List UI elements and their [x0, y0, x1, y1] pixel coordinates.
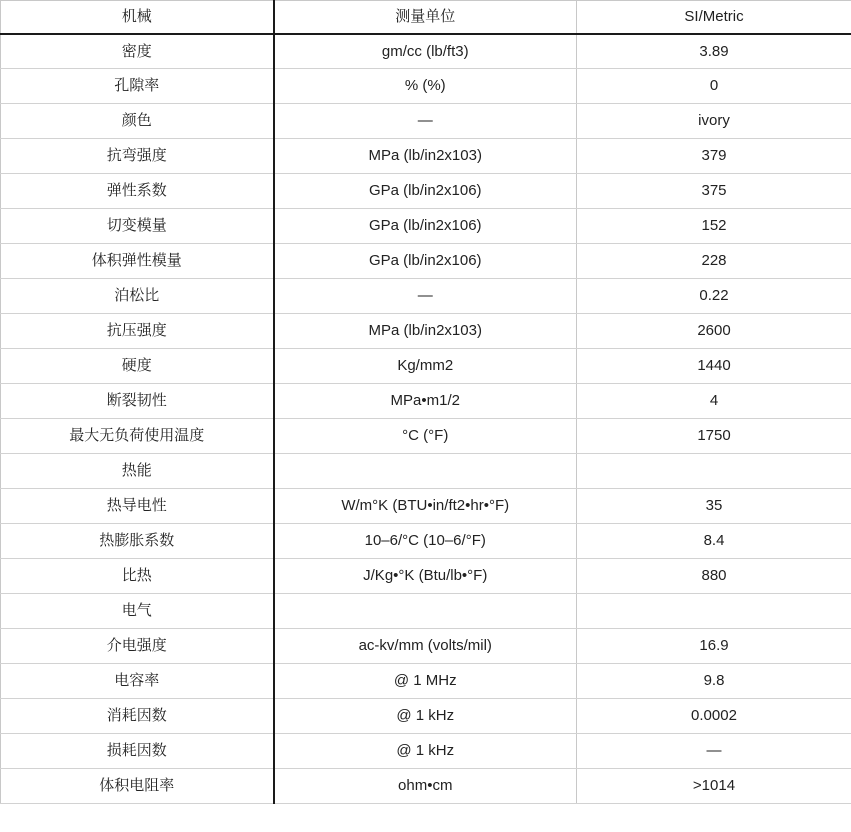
cell-property: 颜色 [1, 104, 274, 139]
table-row [1, 629, 851, 664]
cell-property: 断裂韧性 [1, 384, 274, 419]
cell-value: >1014 [577, 769, 851, 804]
cell-value: 35 [577, 489, 851, 524]
cell-property: 介电强度 [1, 629, 274, 664]
cell-value [577, 594, 851, 629]
cell-unit: J/Kg•°K (Btu/lb•°F) [274, 559, 577, 594]
cell-value: 0 [577, 69, 851, 104]
cell-value: 1750 [577, 419, 851, 454]
cell-section-title: 电气 [1, 594, 274, 629]
cell-value: — [577, 734, 851, 769]
table-section-row [1, 594, 851, 629]
cell-property: 密度 [1, 34, 274, 69]
table-row [1, 279, 851, 314]
table-row [1, 69, 851, 104]
cell-value: 16.9 [577, 629, 851, 664]
cell-value: 3.89 [577, 34, 851, 69]
table-section-row [1, 454, 851, 489]
table-row [1, 314, 851, 349]
table-row [1, 104, 851, 139]
cell-value: 375 [577, 174, 851, 209]
cell-value: 9.8 [577, 664, 851, 699]
cell-value: 8.4 [577, 524, 851, 559]
table-row [1, 209, 851, 244]
cell-value [577, 454, 851, 489]
cell-value: 1440 [577, 349, 851, 384]
cell-property: 泊松比 [1, 279, 274, 314]
cell-unit: @ 1 MHz [274, 664, 577, 699]
cell-property: 热导电性 [1, 489, 274, 524]
cell-property: 电容率 [1, 664, 274, 699]
cell-value: 4 [577, 384, 851, 419]
cell-unit: 10–6/°C (10–6/°F) [274, 524, 577, 559]
table-row [1, 174, 851, 209]
table-row [1, 419, 851, 454]
column-header-unit: 测量单位 [274, 1, 577, 34]
table-row [1, 769, 851, 804]
table-row [1, 489, 851, 524]
cell-property: 最大无负荷使用温度 [1, 419, 274, 454]
cell-property: 抗压强度 [1, 314, 274, 349]
cell-property: 切变模量 [1, 209, 274, 244]
cell-unit: MPa (lb/in2x103) [274, 139, 577, 174]
cell-unit: % (%) [274, 69, 577, 104]
table-header-row [1, 1, 851, 34]
cell-unit: Kg/mm2 [274, 349, 577, 384]
cell-unit: W/m°K (BTU•in/ft2•hr•°F) [274, 489, 577, 524]
cell-property: 弹性系数 [1, 174, 274, 209]
cell-unit: GPa (lb/in2x106) [274, 174, 577, 209]
cell-section-title: 热能 [1, 454, 274, 489]
table-row [1, 34, 851, 69]
cell-property: 抗弯强度 [1, 139, 274, 174]
table-body [1, 34, 851, 804]
cell-unit: ohm•cm [274, 769, 577, 804]
cell-value: 152 [577, 209, 851, 244]
table-row [1, 559, 851, 594]
table-row [1, 664, 851, 699]
cell-property: 孔隙率 [1, 69, 274, 104]
cell-unit: — [274, 279, 577, 314]
cell-unit: gm/cc (lb/ft3) [274, 34, 577, 69]
cell-value: 228 [577, 244, 851, 279]
cell-property: 体积弹性模量 [1, 244, 274, 279]
cell-unit: GPa (lb/in2x106) [274, 244, 577, 279]
cell-unit: @ 1 kHz [274, 734, 577, 769]
table-row [1, 734, 851, 769]
cell-property: 消耗因数 [1, 699, 274, 734]
table-row [1, 139, 851, 174]
column-header-value: SI/Metric [577, 1, 851, 34]
cell-property: 硬度 [1, 349, 274, 384]
cell-unit: — [274, 104, 577, 139]
table-row [1, 524, 851, 559]
table-row [1, 244, 851, 279]
cell-unit: ac-kv/mm (volts/mil) [274, 629, 577, 664]
table-row [1, 384, 851, 419]
cell-value: 880 [577, 559, 851, 594]
cell-value: 379 [577, 139, 851, 174]
cell-unit [274, 454, 577, 489]
cell-value: 0.22 [577, 279, 851, 314]
table-row [1, 349, 851, 384]
table-header [1, 1, 851, 34]
cell-unit [274, 594, 577, 629]
cell-unit: °C (°F) [274, 419, 577, 454]
table-row [1, 699, 851, 734]
cell-value: 2600 [577, 314, 851, 349]
cell-property: 热膨胀系数 [1, 524, 274, 559]
cell-property: 体积电阻率 [1, 769, 274, 804]
cell-value: ivory [577, 104, 851, 139]
cell-value: 0.0002 [577, 699, 851, 734]
cell-property: 比热 [1, 559, 274, 594]
cell-property: 损耗因数 [1, 734, 274, 769]
column-header-property: 机械 [1, 1, 274, 34]
cell-unit: GPa (lb/in2x106) [274, 209, 577, 244]
cell-unit: MPa (lb/in2x103) [274, 314, 577, 349]
cell-unit: MPa•m1/2 [274, 384, 577, 419]
cell-unit: @ 1 kHz [274, 699, 577, 734]
